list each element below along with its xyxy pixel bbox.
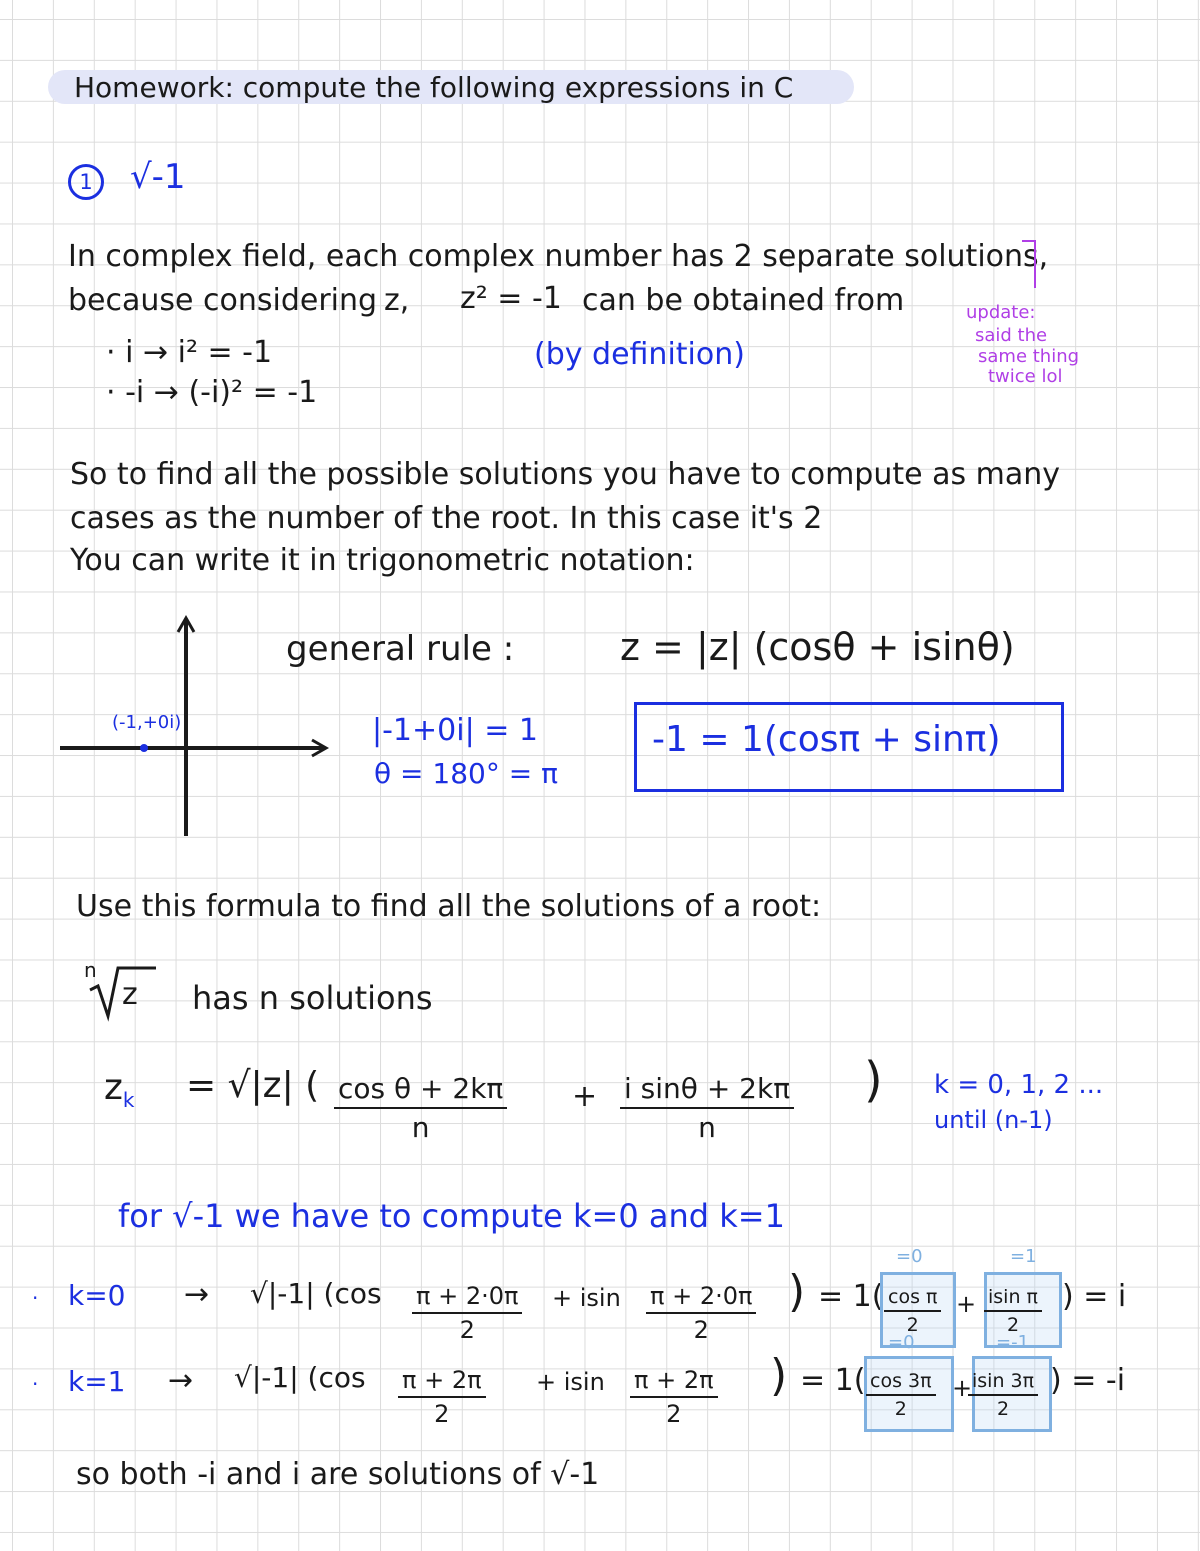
general-rule-formula: z = |z| (cosθ + isinθ) [620, 625, 1015, 669]
root-index: n [84, 958, 97, 982]
explain-line-1: So to find all the possible solutions you have to compute as many [70, 457, 1061, 492]
intro-z: z, [384, 283, 410, 318]
k0-cos-numerator: π + 2·0π [412, 1282, 522, 1314]
zk-lhs: $z_k$ [104, 1067, 135, 1113]
k1-boxes-plus: + [952, 1374, 973, 1402]
intro-line-2: because considering [68, 283, 378, 318]
by-definition-note: (by definition) [534, 337, 745, 372]
modulus-line: |-1+0i| = 1 [372, 713, 538, 748]
k1-sin-boxed-den: 2 [996, 1398, 1010, 1420]
k1-over-2: =-1 [996, 1332, 1030, 1353]
k0-equals: = 1( [818, 1279, 884, 1314]
side-note-line-4: twice lol [988, 366, 1063, 387]
root-radicand: z [122, 977, 138, 1012]
k-range-line-2: until (n-1) [934, 1106, 1053, 1134]
k0-bullet: · [32, 1286, 39, 1310]
zk-sin-numerator: i sinθ + 2kπ [620, 1072, 794, 1109]
k0-isin: + isin [552, 1284, 621, 1312]
page-title: Homework: compute the following expressions in C [74, 71, 794, 104]
k0-arrow: → [184, 1277, 210, 1312]
side-note-line-1: update: [966, 302, 1036, 323]
k0-over-2: =1 [1010, 1246, 1037, 1267]
k1-bullet: · [32, 1372, 39, 1396]
bullet-minus-i: · -i → (-i)² = -1 [106, 375, 318, 410]
formula-intro: Use this formula to find all the solutions of a root: [76, 889, 822, 924]
conclusion: so both -i and i are solutions of √-1 [76, 1457, 600, 1492]
k1-cos-boxed-num: cos 3π [866, 1370, 936, 1396]
k1-isin: + isin [536, 1368, 605, 1396]
side-note-line-2: said the [975, 325, 1048, 346]
intro-equation: z² = -1 [460, 281, 562, 316]
k1-equals: = 1( [800, 1363, 866, 1398]
boxed-polar-text: -1 = 1(cosπ + sinπ) [652, 719, 1001, 760]
k1-cos-fraction [398, 1366, 486, 1428]
k1-over-1: =0 [888, 1332, 915, 1353]
k1-cos-numerator: π + 2π [398, 1366, 486, 1398]
for-sqrt-line: for √-1 we have to compute k=0 and k=1 [118, 1197, 785, 1235]
k1-arrow: → [168, 1363, 194, 1398]
k0-sin-numerator: π + 2·0π [646, 1282, 756, 1314]
bullet-i: · i → i² = -1 [106, 335, 273, 370]
k1-sin-numerator: π + 2π [630, 1366, 718, 1398]
explain-line-3: You can write it in trigonometric notation: [70, 543, 695, 578]
k0-cos-boxed-den: 2 [906, 1314, 919, 1336]
zk-plus: + [572, 1079, 598, 1114]
k0-cos-boxed-num: cos π [884, 1286, 941, 1312]
k0-boxes-plus: + [956, 1290, 977, 1318]
zk-cos-numerator: cos θ + 2kπ [334, 1072, 507, 1109]
k1-sin-denominator: 2 [666, 1400, 682, 1428]
zk-close-paren: ) [864, 1052, 883, 1108]
k1-sqrt: √|-1| (cos [234, 1361, 366, 1394]
plot-point-label: (-1,+0i) [112, 712, 182, 733]
intro-line-1: In complex field, each complex number has 2 separate solutions, [68, 239, 1049, 274]
k0-sin-boxed-den: 2 [1006, 1314, 1020, 1336]
k0-sqrt: √|-1| (cos [250, 1277, 382, 1310]
k1-label: k=1 [68, 1365, 126, 1398]
k1-sin-fraction [630, 1366, 718, 1428]
k1-cos-denominator: 2 [434, 1400, 450, 1428]
exercise-number-circle: 1 [68, 164, 104, 200]
general-rule-label: general rule : [286, 629, 515, 669]
side-note-line-3: same thing [978, 346, 1080, 367]
intro-line-2-rest: can be obtained from [582, 283, 905, 318]
zk-sin-denominator: n [698, 1111, 716, 1144]
zk-sin-fraction [620, 1072, 794, 1144]
k1-close-paren: ) [770, 1350, 788, 1401]
k0-sin-fraction [646, 1282, 756, 1344]
k1-result: ) = -i [1050, 1363, 1126, 1398]
k0-sin-boxed-num: isin π [984, 1286, 1042, 1312]
exercise-expression: √-1 [130, 157, 186, 197]
k1-cos-boxed-den: 2 [894, 1398, 907, 1420]
k0-cos-boxed [884, 1286, 941, 1336]
k0-close-paren: ) [788, 1266, 806, 1317]
zk-sqrt-modulus: = √|z| ( [186, 1065, 320, 1106]
k0-label: k=0 [68, 1279, 126, 1312]
k1-cos-boxed [866, 1370, 936, 1420]
k1-sin-boxed-num: isin 3π [968, 1370, 1038, 1396]
k-range-line-1: k = 0, 1, 2 ... [934, 1070, 1104, 1100]
k0-result: ) = i [1062, 1279, 1127, 1314]
root-solutions-text: has n solutions [192, 979, 433, 1017]
zk-cos-fraction [334, 1072, 507, 1144]
k0-sin-denominator: 2 [693, 1316, 709, 1344]
k0-sin-boxed [984, 1286, 1042, 1336]
zk-cos-denominator: n [411, 1111, 430, 1144]
k0-cos-denominator: 2 [459, 1316, 475, 1344]
explain-line-2: cases as the number of the root. In this case it's 2 [70, 501, 823, 536]
k0-cos-fraction [412, 1282, 522, 1344]
angle-line: θ = 180° = π [374, 757, 558, 790]
k0-over-1: =0 [896, 1246, 923, 1267]
k1-sin-boxed [968, 1370, 1038, 1420]
